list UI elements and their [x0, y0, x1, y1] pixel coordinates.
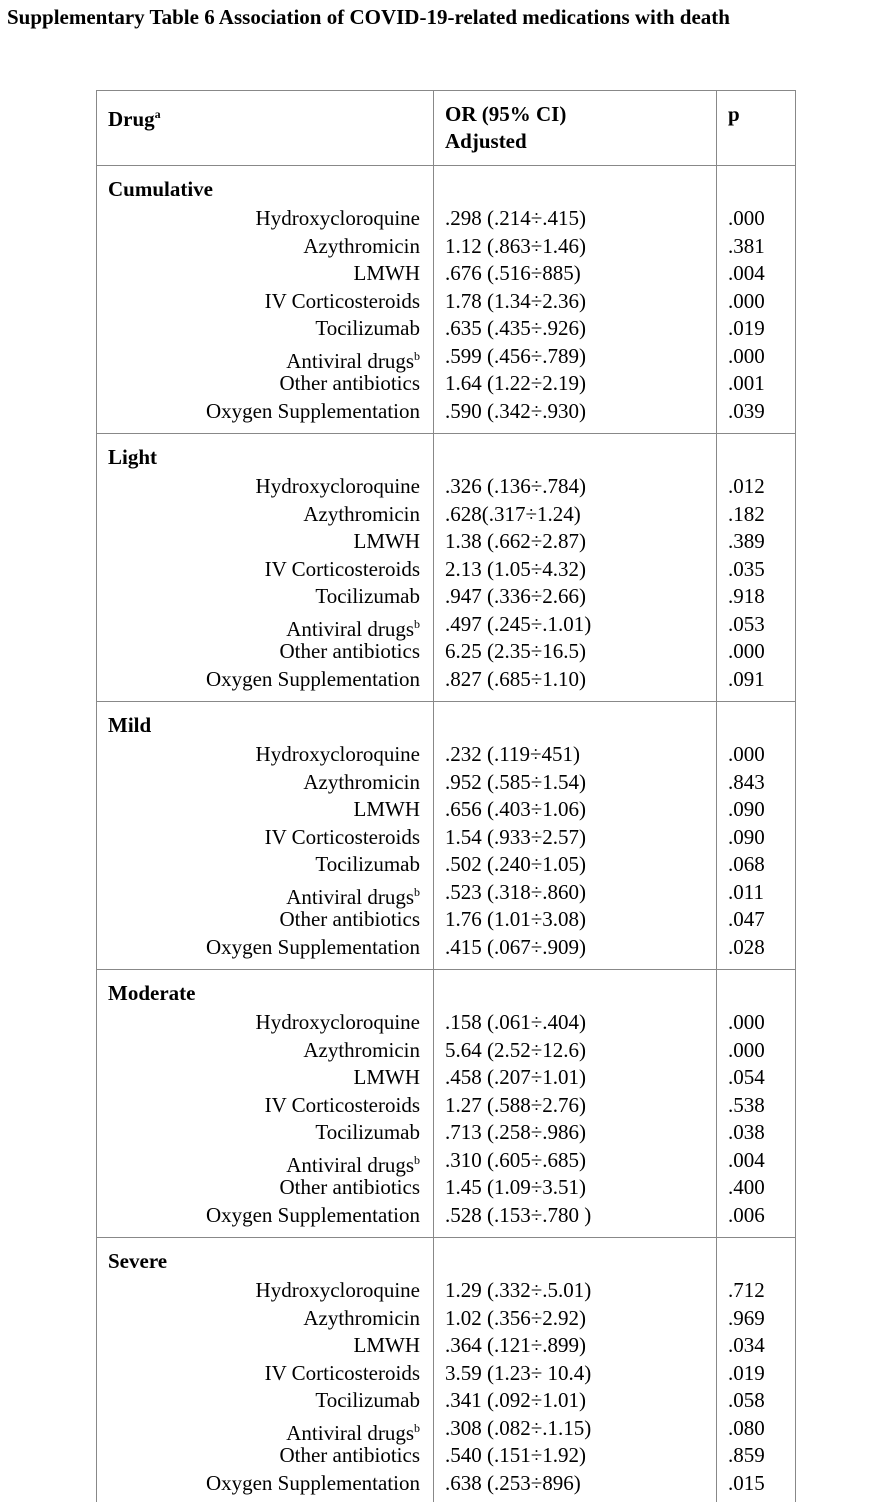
drug-name — [315, 583, 420, 611]
p-value: .859 — [728, 1443, 765, 1467]
drug-name — [256, 1277, 420, 1305]
table-row — [97, 473, 795, 501]
odds-ratio: .528 (.153÷.780 ) — [445, 1202, 592, 1227]
odds-ratio: .656 (.403÷1.06) — [445, 797, 587, 821]
drug-label: Other antibiotics — [279, 907, 420, 931]
odds-ratio: 2.13 (1.05÷4.32) — [445, 556, 587, 581]
drug-label: Azythromicin — [303, 1305, 420, 1330]
p-value: .000 — [728, 288, 765, 313]
drug-name — [315, 1119, 420, 1147]
p-value: .053 — [728, 611, 765, 636]
odds-ratio: .308 (.082÷.1.15) — [445, 1415, 592, 1440]
odds-ratio: .158 (.061÷.404) — [445, 1010, 587, 1034]
odds-ratio: .947 (.336÷2.66) — [445, 584, 587, 608]
p-value: .015 — [728, 1470, 765, 1495]
table-row — [97, 1092, 795, 1120]
section-cumulative — [97, 166, 795, 434]
odds-ratio: .713 (.258÷.986) — [445, 1120, 587, 1144]
odds-ratio: .502 (.240÷1.05) — [445, 852, 587, 876]
table-row — [97, 1202, 795, 1230]
table-row — [97, 1415, 795, 1443]
table-row — [97, 1147, 795, 1175]
odds-ratio: .599 (.456÷.789) — [445, 343, 587, 368]
odds-ratio: 1.27 (.588÷2.76) — [445, 1092, 587, 1117]
drug-label: Other antibiotics — [279, 371, 420, 395]
section-moderate — [97, 970, 795, 1238]
p-value: .090 — [728, 824, 765, 849]
odds-ratio: 1.38 (.662÷2.87) — [445, 529, 587, 553]
p-value: .000 — [728, 742, 765, 766]
section-title: Mild — [108, 713, 152, 737]
footnote-marker: b — [414, 1152, 420, 1167]
odds-ratio: .628(.317÷1.24) — [445, 501, 581, 526]
header-p-value: p — [728, 102, 740, 126]
drug-label: LMWH — [353, 529, 420, 553]
table-row — [97, 343, 795, 371]
table-row — [97, 1360, 795, 1388]
odds-ratio: 1.12 (.863÷1.46) — [445, 233, 587, 258]
p-value: .712 — [728, 1278, 765, 1302]
column-divider — [433, 91, 434, 1502]
drug-name — [315, 1387, 420, 1415]
p-value: .389 — [728, 529, 765, 553]
drug-name — [279, 1442, 420, 1470]
drug-label: Hydroxycloroquine — [255, 1278, 420, 1302]
odds-ratio: .364 (.121÷.899) — [445, 1333, 587, 1357]
odds-ratio: .232 (.119÷451) — [445, 742, 580, 766]
odds-ratio: 1.78 (1.34÷2.36) — [445, 288, 587, 313]
p-value: .001 — [728, 371, 765, 395]
odds-ratio: .952 (.585÷1.54) — [445, 769, 587, 794]
header-drug-label: Drug — [108, 107, 155, 131]
odds-ratio: .590 (.342÷.930) — [445, 398, 587, 423]
table-row — [97, 906, 795, 934]
table-row — [97, 288, 795, 316]
p-value: .047 — [728, 907, 765, 931]
drug-label: Hydroxycloroquine — [255, 474, 420, 498]
drug-name — [354, 796, 421, 824]
drug-name — [303, 233, 420, 261]
p-value: .918 — [728, 584, 765, 608]
section-title: Cumulative — [108, 177, 213, 201]
header-drug-footnote-marker: a — [154, 107, 161, 121]
table-row — [97, 1332, 795, 1360]
odds-ratio: 3.59 (1.23÷ 10.4) — [445, 1360, 592, 1385]
drug-name — [303, 769, 420, 797]
odds-ratio: 1.76 (1.01÷3.08) — [445, 907, 587, 931]
table-row — [97, 1009, 795, 1037]
section-title: Severe — [108, 1249, 168, 1273]
header-odds-ratio — [445, 101, 566, 155]
table-row — [97, 666, 795, 694]
p-value: .843 — [728, 769, 765, 794]
drug-name — [265, 288, 420, 316]
p-value: .000 — [728, 343, 765, 368]
odds-ratio: 1.64 (1.22÷2.19) — [445, 371, 587, 395]
drug-label: Antiviral drugs — [286, 1152, 414, 1177]
p-value: .182 — [728, 501, 765, 526]
table-row — [97, 638, 795, 666]
p-value: .090 — [728, 797, 765, 821]
section-light — [97, 434, 795, 702]
table-row — [97, 501, 795, 529]
drug-name — [354, 260, 421, 288]
drug-label: Azythromicin — [303, 233, 420, 258]
drug-label: Tocilizumab — [315, 852, 420, 876]
footnote-marker: b — [414, 348, 420, 363]
p-value: .054 — [728, 1065, 765, 1089]
column-divider — [716, 91, 717, 1502]
drug-name — [279, 638, 420, 666]
drug-label: Azythromicin — [303, 1037, 420, 1062]
p-value: .035 — [728, 556, 765, 581]
drug-label: LMWH — [353, 261, 420, 285]
p-value: .028 — [728, 934, 765, 959]
drug-name — [256, 741, 420, 769]
table-row — [97, 315, 795, 343]
p-value: .004 — [728, 261, 765, 285]
drug-name — [279, 1174, 420, 1202]
odds-ratio: 1.45 (1.09÷3.51) — [445, 1175, 587, 1199]
p-value: .058 — [728, 1388, 765, 1412]
drug-name — [256, 205, 420, 233]
table-row — [97, 796, 795, 824]
odds-ratio: .676 (.516÷885) — [445, 261, 581, 285]
drug-label: LMWH — [353, 1065, 420, 1089]
p-value: .091 — [728, 666, 765, 691]
table-row — [97, 528, 795, 556]
table-row — [97, 611, 795, 639]
p-value: .019 — [728, 316, 765, 340]
drug-label: IV Corticosteroids — [264, 1360, 420, 1385]
drug-label: Hydroxycloroquine — [255, 1010, 420, 1034]
drug-name — [354, 1332, 421, 1360]
drug-name — [303, 1305, 420, 1333]
drug-label: IV Corticosteroids — [264, 1092, 420, 1117]
drug-label: Tocilizumab — [315, 316, 420, 340]
table-row — [97, 583, 795, 611]
table-row — [97, 1442, 795, 1470]
p-value: .038 — [728, 1120, 765, 1144]
drug-label: IV Corticosteroids — [264, 824, 420, 849]
table-row — [97, 879, 795, 907]
drug-name — [265, 556, 420, 584]
footnote-marker: b — [414, 884, 420, 899]
odds-ratio: .310 (.605÷.685) — [445, 1147, 587, 1172]
drug-label: Hydroxycloroquine — [255, 206, 420, 230]
table-row — [97, 851, 795, 879]
p-value: .000 — [728, 1010, 765, 1034]
drug-label: Other antibiotics — [279, 639, 420, 663]
odds-ratio: 5.64 (2.52÷12.6) — [445, 1037, 587, 1062]
drug-label: Tocilizumab — [315, 584, 420, 608]
drug-label: Oxygen Supplementation — [205, 666, 420, 691]
table-row — [97, 1387, 795, 1415]
drug-name — [315, 851, 420, 879]
p-value: .068 — [728, 852, 765, 876]
section-title: Light — [108, 445, 158, 469]
table-row — [97, 370, 795, 398]
header-or-line1: OR (95% CI) — [445, 102, 567, 126]
p-value: .381 — [728, 233, 765, 258]
drug-label: Antiviral drugs — [286, 616, 414, 641]
section-severe — [97, 1238, 795, 1506]
p-value: .400 — [728, 1175, 765, 1199]
table-row — [97, 398, 795, 426]
drug-name — [206, 398, 420, 426]
p-value: .012 — [728, 474, 765, 498]
drug-name — [206, 1470, 420, 1498]
table-row — [97, 1174, 795, 1202]
odds-ratio: .827 (.685÷1.10) — [445, 666, 587, 691]
drug-name — [265, 1092, 420, 1120]
drug-label: IV Corticosteroids — [264, 556, 420, 581]
p-value: .039 — [728, 398, 765, 423]
table-title: Supplementary Table 6 Association of COVID-19-related medications with death — [7, 5, 730, 29]
drug-label: Antiviral drugs — [286, 348, 414, 373]
odds-ratio: .497 (.245÷.1.01) — [445, 611, 592, 636]
drug-name — [206, 934, 420, 962]
p-value: .011 — [728, 879, 764, 904]
odds-ratio: 1.54 (.933÷2.57) — [445, 824, 587, 849]
drug-name — [315, 315, 420, 343]
odds-ratio: 1.29 (.332÷.5.01) — [445, 1278, 592, 1302]
drug-label: Oxygen Supplementation — [205, 1470, 420, 1495]
odds-ratio: .415 (.067÷.909) — [445, 934, 587, 959]
drug-label: Azythromicin — [303, 501, 420, 526]
p-value: .000 — [728, 1037, 765, 1062]
drug-name — [256, 473, 420, 501]
table-row — [97, 741, 795, 769]
drug-label: Azythromicin — [303, 769, 420, 794]
table-row — [97, 556, 795, 584]
table-row — [97, 205, 795, 233]
drug-label: Hydroxycloroquine — [255, 742, 420, 766]
p-value: .080 — [728, 1415, 765, 1440]
p-value: .004 — [728, 1147, 765, 1172]
drug-name — [354, 1064, 421, 1092]
table-row — [97, 769, 795, 797]
table-row — [97, 824, 795, 852]
odds-ratio: .540 (.151÷1.92) — [445, 1443, 587, 1467]
table-row — [97, 260, 795, 288]
drug-name — [206, 1202, 420, 1230]
footnote-marker: b — [414, 616, 420, 631]
drug-name — [303, 501, 420, 529]
odds-ratio: .298 (.214÷.415) — [445, 206, 587, 230]
drug-name — [354, 528, 421, 556]
section-mild — [97, 702, 795, 970]
odds-ratio: .326 (.136÷.784) — [445, 474, 587, 498]
drug-name — [303, 1037, 420, 1065]
drug-name — [206, 666, 420, 694]
drug-label: Tocilizumab — [315, 1388, 420, 1412]
table-row — [97, 233, 795, 261]
footnote-marker: b — [414, 1420, 420, 1435]
drug-label: Other antibiotics — [279, 1443, 420, 1467]
table-row — [97, 1037, 795, 1065]
section-title: Moderate — [108, 981, 196, 1005]
drug-label: LMWH — [353, 1333, 420, 1357]
drug-label: LMWH — [353, 797, 420, 821]
odds-ratio: .341 (.092÷1.01) — [445, 1388, 587, 1412]
drug-name — [279, 906, 420, 934]
results-table — [96, 90, 796, 1502]
table-header — [97, 91, 795, 166]
odds-ratio: .458 (.207÷1.01) — [445, 1065, 587, 1089]
p-value: .006 — [728, 1202, 765, 1227]
drug-label: Oxygen Supplementation — [205, 934, 420, 959]
drug-name — [265, 824, 420, 852]
p-value: .538 — [728, 1092, 765, 1117]
table-row — [97, 1305, 795, 1333]
header-drug — [108, 101, 161, 133]
drug-label: Other antibiotics — [279, 1175, 420, 1199]
p-value: .000 — [728, 639, 765, 663]
p-value: .019 — [728, 1360, 765, 1385]
table-row — [97, 934, 795, 962]
drug-label: Tocilizumab — [315, 1120, 420, 1144]
drug-label: Antiviral drugs — [286, 1420, 414, 1445]
drug-name — [279, 370, 420, 398]
p-value: .000 — [728, 206, 765, 230]
drug-label: Antiviral drugs — [286, 884, 414, 909]
table-row — [97, 1119, 795, 1147]
drug-label: Oxygen Supplementation — [205, 1202, 420, 1227]
odds-ratio: .635 (.435÷.926) — [445, 316, 587, 340]
table-row — [97, 1064, 795, 1092]
drug-label: IV Corticosteroids — [264, 288, 420, 313]
p-value: .034 — [728, 1333, 765, 1357]
p-value: .969 — [728, 1305, 765, 1330]
odds-ratio: 6.25 (2.35÷16.5) — [445, 639, 587, 663]
header-or-line2: Adjusted — [445, 129, 527, 153]
odds-ratio: .523 (.318÷.860) — [445, 879, 587, 904]
drug-name — [265, 1360, 420, 1388]
table-row — [97, 1277, 795, 1305]
drug-label: Oxygen Supplementation — [205, 398, 420, 423]
odds-ratio: 1.02 (.356÷2.92) — [445, 1305, 587, 1330]
drug-name — [256, 1009, 420, 1037]
table-row — [97, 1470, 795, 1498]
odds-ratio: .638 (.253÷896) — [445, 1470, 581, 1495]
